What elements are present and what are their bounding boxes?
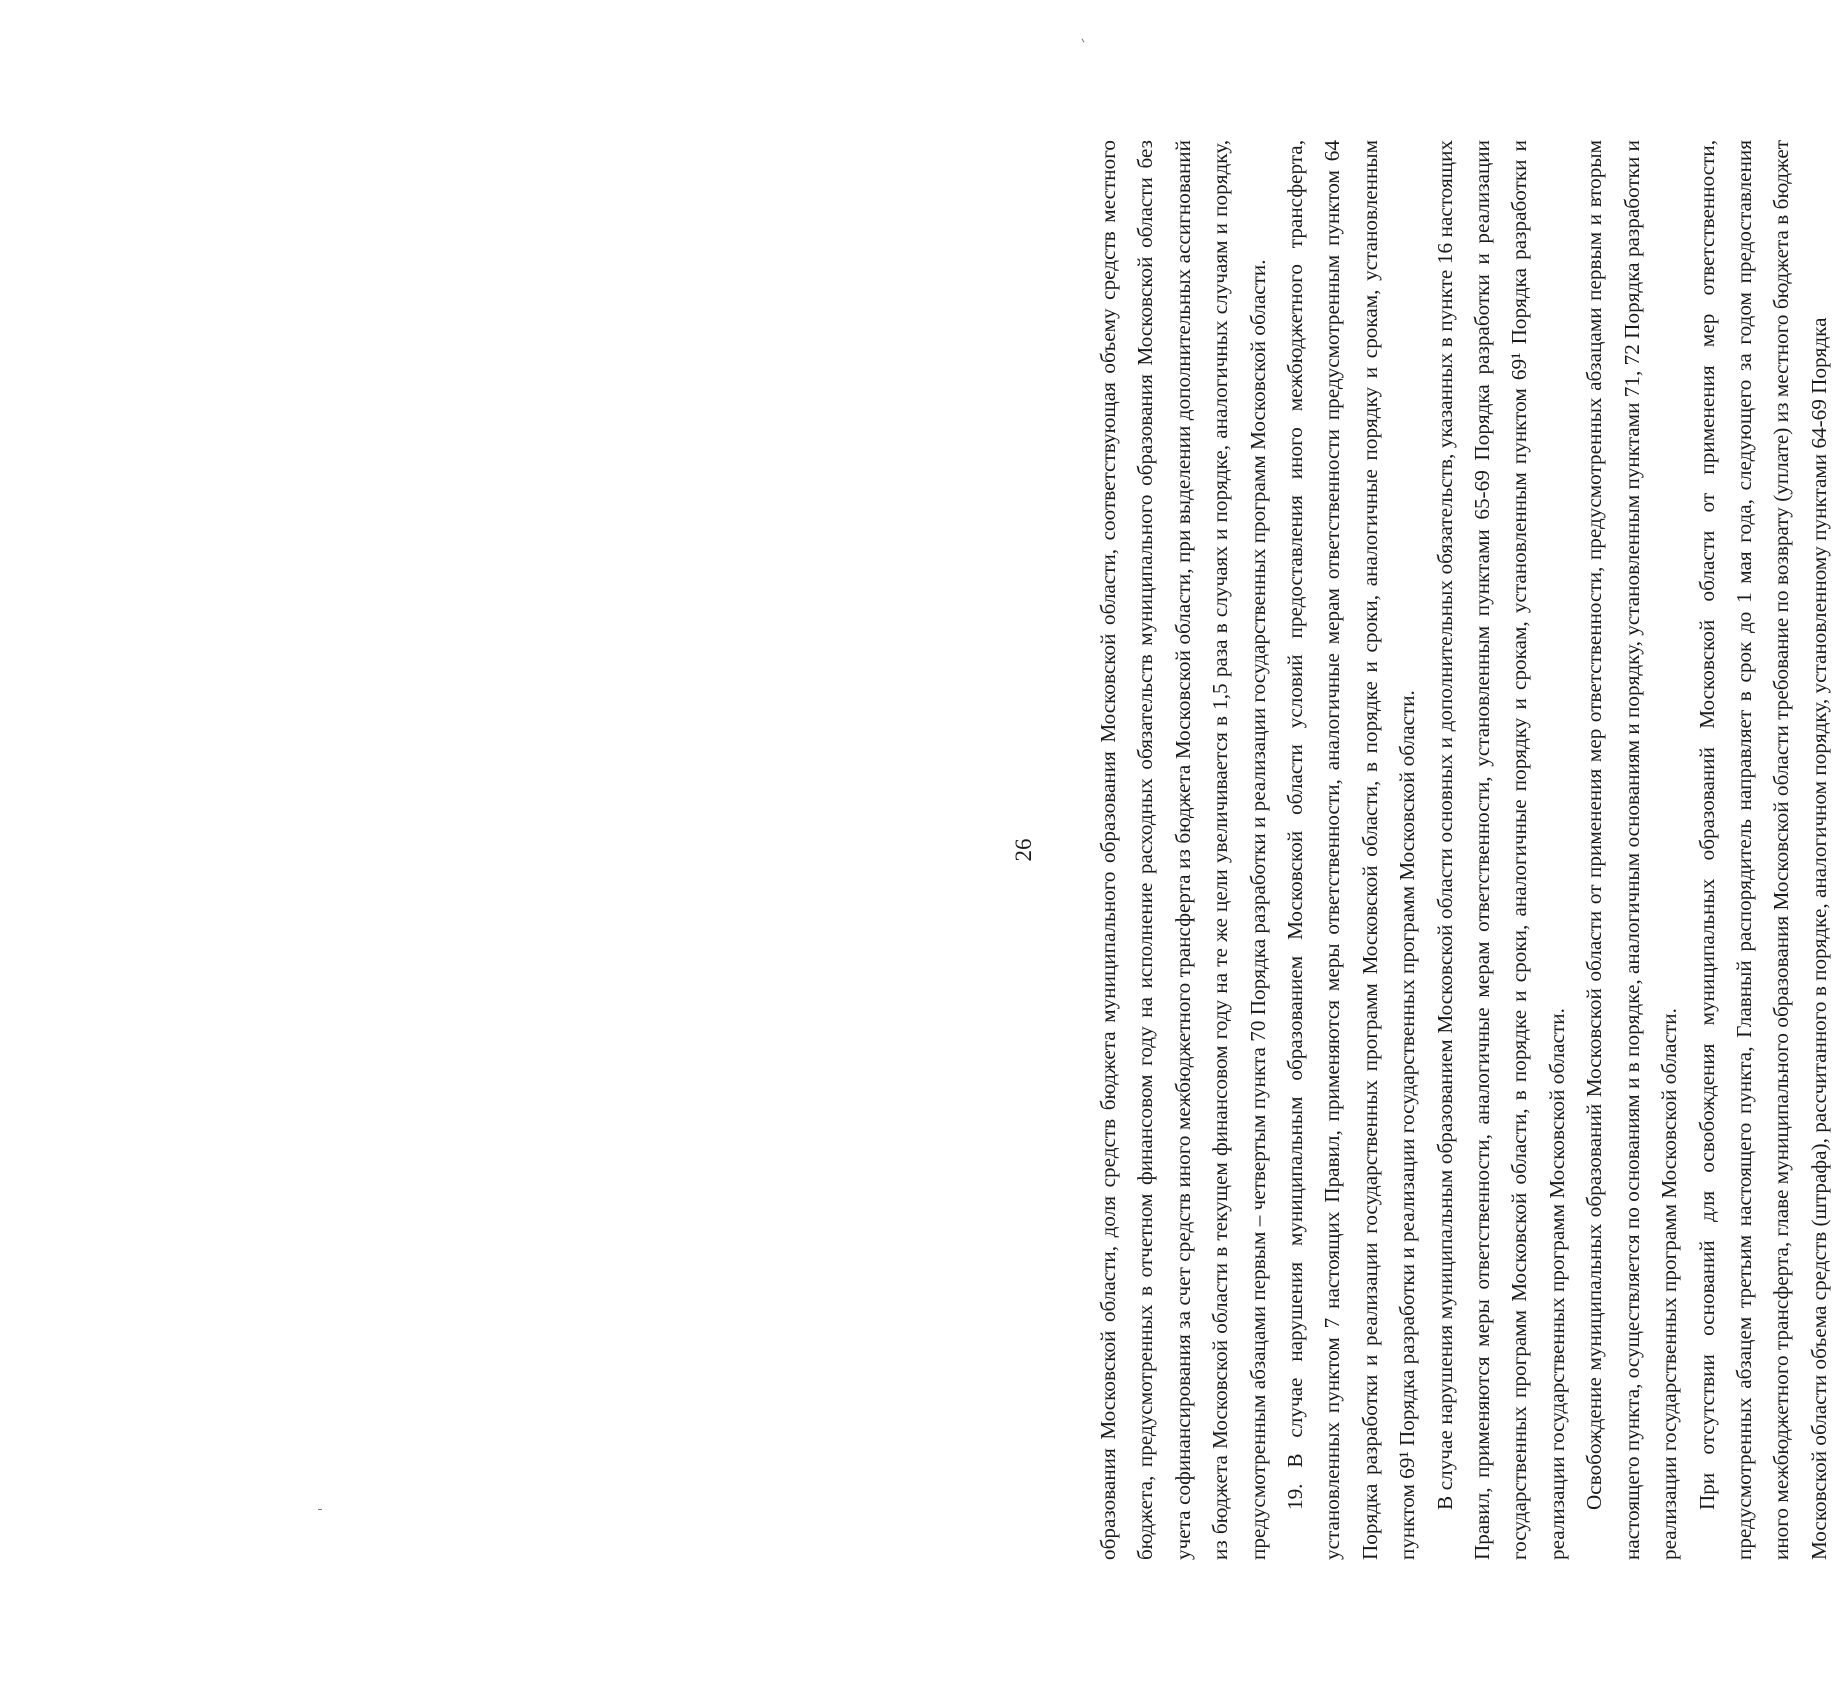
body-text bbox=[1090, 140, 1838, 1560]
scan-speck bbox=[318, 1509, 322, 1510]
paragraph-item-19: 19. В случае нарушения муниципальным образованием Московской области условий предоставления иного межбюджетного трансферта, установленных пунктом 7 настоящих Правил, применяются меры ответственности, аналогичные мерам ответственности предусмотренным пунктом 64 Порядка разработки и реализации государственных программ Московской области, в порядке и сроки, аналогичные порядку и срокам, установленным пунктом 69¹ Порядка разработки и реализации государственных программ Московской области. bbox=[1283, 140, 1420, 1560]
paragraph-violation: В случае нарушения муниципальным образованием Московской области основных и дополнительных обязательств, указанных в пункте 16 настоящих Правил, применяются меры ответственности, аналогичные мерам ответственности, установленным пунктами 65-69 Порядка разработки и реализации государственных программ Московской области, в порядке и сроки, аналогичные порядку и срокам, установленным пунктом 69¹ Порядка разработки и реализации государственных программ Московской области. bbox=[1432, 140, 1569, 1560]
paragraph-exemption: Освобождение муниципальных образований Московской области от применения мер ответственности, предусмотренных абзацами первым и вторым настоящего пункта, осуществляется по основаниям и в порядке, аналогичным основаниям и порядку, установленным пунктами 71, 72 Порядка разработки и реализации государственных программ Московской области. bbox=[1582, 140, 1682, 1560]
paragraph-continuation: образования Московской области, доля средств бюджета муниципального образования Московской области, соответствующая объему средств местного бюджета, предусмотренных в отчетном финансовом году на исполнение расходных обязательств муниципального образования Московской области без учета софинансирования за счет средств иного межбюджетного трансферта из бюджета Московской области, при выделении дополнительных ассигнований из бюджета Московской области в текущем финансовом году на те же цели увеличивается в 1,5 раза в случаях и порядке, аналогичных случаям и порядку, предусмотренным абзацами первым – четвертым пункта 70 Порядка разработки и реализации государственных программ Московской области. bbox=[1096, 140, 1270, 1560]
scan-speck bbox=[1082, 39, 1085, 43]
rotated-content bbox=[1010, 140, 1831, 1560]
paragraph-absence-of-grounds: При отсутствии оснований для освобождения муниципальных образований Московской области от применения мер ответственности, предусмотренных абзацем третьим настоящего пункта, Главный распорядитель направляет в срок до 1 мая года, следующего за годом предоставления иного межбюджетного трансферта, главе муниципального образования Московской области требование по возврату (уплате) из местного бюджета в бюджет Московской области объема средств (штрафа), рассчитанного в порядке, аналогичном порядку, установленному пунктами 64-69 Порядка bbox=[1694, 140, 1831, 1560]
page-number: 26 bbox=[1011, 838, 1036, 862]
